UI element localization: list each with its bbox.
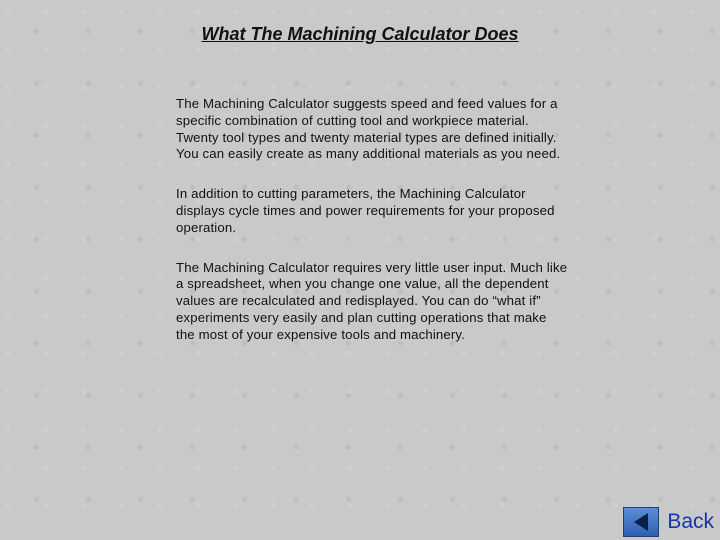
page-title: What The Machining Calculator Does xyxy=(201,24,519,44)
body-text xyxy=(176,96,568,367)
back-link[interactable]: Back xyxy=(667,510,714,533)
paragraph-cutting-parameters: In addition to cutting parameters, the Machining Calculator displays cycle times and power requirements for your proposed operation. xyxy=(176,186,555,235)
back-arrow-glyph xyxy=(628,511,654,533)
back-button[interactable] xyxy=(623,506,714,538)
paragraph-user-input: The Machining Calculator requires very little user input. Much like a spreadsheet, when you change one value, all the dependent values are recalculated and redisplayed. You can do “what if” experiments very easily and plan cutting operations that make the most of your expensive tools and machinery. xyxy=(176,259,568,342)
back-arrow-icon[interactable] xyxy=(623,507,659,537)
paragraph-intro: The Machining Calculator suggests speed and feed values for a specific combination of cutting tool and workpiece material. Twenty tool types and twenty material types are defined initially. You can easily create as many additional materials as you need. xyxy=(176,96,561,162)
